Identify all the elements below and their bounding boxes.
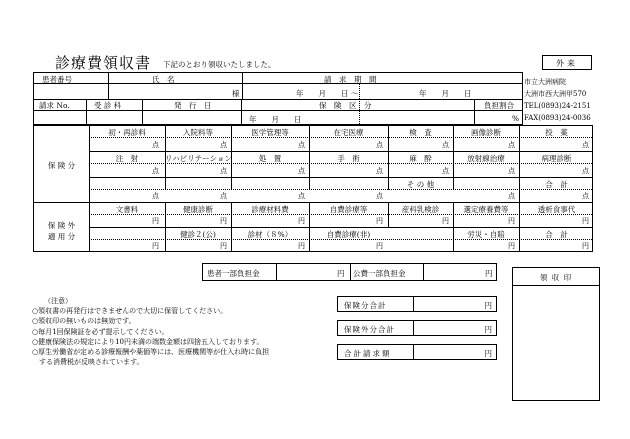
non-insurance-total-label: 保険外分合計 — [344, 325, 395, 334]
charges-table — [33, 125, 593, 252]
ins-r2-c6: 放射線治療 — [467, 154, 505, 163]
ins-r2-c5: 麻 酔 — [409, 154, 432, 163]
clinic-fax: FAX(0893)24-0036 — [524, 114, 591, 122]
unit: 円 — [484, 325, 492, 334]
non-ins-r1-c2: 健康診断 — [183, 205, 213, 214]
unit: 円 — [442, 217, 449, 225]
note-item: ○領収書の再発行はできませんので大切に保管してください。 — [32, 307, 228, 316]
patient-copay-label: 患者一部負担金 — [207, 269, 260, 278]
outpatient-badge: 外来 — [542, 55, 592, 70]
seal-label: 領 収 印 — [539, 273, 573, 282]
ins-r1-c7: 投 薬 — [545, 128, 568, 137]
ins-r1-c5: 検 査 — [409, 128, 432, 137]
non-insurance-label-1: 保 険 外 — [47, 221, 76, 230]
non-ins-r1-c6: 選定療養費等 — [463, 205, 509, 214]
unit: 点 — [152, 167, 159, 175]
ins-r2-c7: 病理診断 — [541, 154, 572, 163]
unit: 点 — [582, 167, 589, 175]
non-insurance-label-2: 適 用 分 — [47, 232, 76, 241]
unit: 円 — [376, 217, 383, 225]
ins-total-label: 合 計 — [545, 180, 568, 189]
non-ins-r2-c7: 合 計 — [545, 230, 568, 239]
unit: 点 — [442, 141, 449, 149]
unit: 点 — [508, 167, 515, 175]
unit: 点 — [152, 141, 159, 149]
non-ins-r2-c2: 健診２(公) — [180, 230, 216, 239]
unit: 点 — [508, 141, 515, 149]
note-item: する消費税が反映されています。 — [32, 358, 144, 367]
unit: 点 — [376, 167, 383, 175]
period-to: 年 月 日 — [419, 89, 472, 98]
patient-number-label: 患者番号 — [42, 75, 72, 84]
name-suffix: 様 — [232, 89, 240, 98]
receipt-seal-box — [512, 267, 600, 401]
non-ins-r1-c3: 診療材料費 — [251, 205, 289, 214]
public-copay-label: 公費一部負担金 — [353, 269, 406, 278]
unit: 円 — [337, 269, 345, 278]
unit: 点 — [152, 192, 159, 200]
ins-r2-c2: リハビリテーション — [165, 154, 232, 163]
ins-r2-c4: 手 術 — [337, 154, 360, 163]
unit: 点 — [298, 192, 305, 200]
ins-r1-c2: 入院料等 — [183, 128, 213, 137]
unit: 点 — [220, 141, 227, 149]
grand-total-label: 合計請求額 — [344, 349, 392, 358]
ins-r1-c6: 画像診断 — [471, 128, 501, 137]
issue-date-value: 年 月 日 — [249, 115, 302, 124]
unit: 点 — [298, 167, 305, 175]
note-item: ○領収印の無いものは無効です。 — [32, 317, 136, 326]
document-title: 診療費領収書 — [55, 54, 152, 72]
insurance-total-row — [337, 296, 497, 312]
non-ins-r1-c7: 透析食事代 — [537, 205, 576, 214]
unit: 円 — [508, 217, 515, 225]
ins-r2-c1: 注 射 — [115, 154, 139, 163]
unit: 円 — [298, 217, 305, 225]
unit: 円 — [582, 242, 589, 250]
unit: 点 — [376, 141, 383, 149]
non-ins-r1-c5: 産科乳検診 — [401, 205, 440, 214]
ins-r1-c4: 在宅医療 — [333, 128, 364, 137]
insurance-section-label: 保 険 分 — [47, 161, 76, 170]
department-label: 受 診 科 — [94, 101, 122, 110]
unit: 円 — [298, 242, 305, 250]
insurance-total-label: 保険分合計 — [344, 301, 387, 310]
unit: 円 — [582, 217, 589, 225]
period-from: 年 月 日 〜 — [296, 89, 359, 98]
note-item: ○健康保険法の規定により10円未満の端数金額は四捨五入しております。 — [32, 337, 264, 346]
unit: 円 — [376, 242, 383, 250]
non-ins-r2-c4: 自費診療(非) — [326, 230, 371, 239]
unit: 円 — [220, 217, 227, 225]
note-item: ○厚生労働省が定める診療報酬や薬価等には、医療機関等が仕入れ時に負担 — [32, 348, 270, 357]
ins-r2-c3: 処 置 — [258, 154, 282, 163]
unit: 円 — [484, 301, 492, 310]
copay-row — [202, 263, 497, 281]
document-subtitle: 下記のとおり領収いたしました。 — [163, 60, 276, 69]
ins-r1-c1: 初・再診料 — [108, 128, 146, 137]
unit: 点 — [582, 141, 589, 149]
summary-totals — [337, 296, 497, 366]
clinic-tel: TEL(0893)24-2151 — [524, 102, 591, 110]
unit: 円 — [152, 217, 159, 225]
unit: 点 — [220, 192, 227, 200]
billing-period-label: 請 求 期 間 — [324, 75, 377, 84]
unit: 点 — [508, 192, 515, 200]
percent-sign: % — [512, 114, 520, 123]
unit: 点 — [298, 141, 305, 149]
clinic-name: 市立大洲病院 — [524, 78, 566, 86]
claim-number-label: 請求 No. — [39, 101, 70, 110]
unit: 点 — [220, 167, 227, 175]
notes-heading: （注意） — [44, 297, 72, 305]
non-ins-r1-c1: 文書料 — [115, 205, 139, 214]
unit: 円 — [485, 269, 493, 278]
insurance-class-label: 保 険 区 分 — [319, 101, 372, 110]
burden-ratio-label: 負担割合 — [484, 101, 514, 110]
grand-total-row — [337, 344, 497, 360]
issue-date-label: 発 行 日 — [174, 101, 212, 110]
unit: 点 — [582, 192, 589, 200]
unit: 円 — [152, 242, 159, 250]
unit: 円 — [508, 242, 515, 250]
non-ins-r2-c3: 診材（８%） — [247, 230, 293, 239]
clinic-address: 大洲市西大洲甲570 — [524, 90, 587, 98]
clinic-info — [524, 76, 624, 124]
unit: 点 — [376, 192, 383, 200]
non-insurance-total-row — [337, 320, 497, 336]
patient-name-label: 氏 名 — [152, 75, 175, 84]
unit: 点 — [442, 167, 449, 175]
ins-r1-c3: 医学管理等 — [251, 128, 289, 137]
unit: 円 — [484, 349, 492, 358]
ins-other-label: そ の 他 — [406, 180, 435, 189]
header-table — [33, 72, 523, 125]
non-ins-r2-c6: 労災・自賠 — [467, 230, 505, 239]
notes-section — [32, 296, 269, 367]
note-item: ○毎月1回保険証を必ず提示してください。 — [32, 327, 169, 336]
non-ins-r1-c4: 自費診療等 — [329, 205, 368, 214]
unit: 円 — [220, 242, 227, 250]
